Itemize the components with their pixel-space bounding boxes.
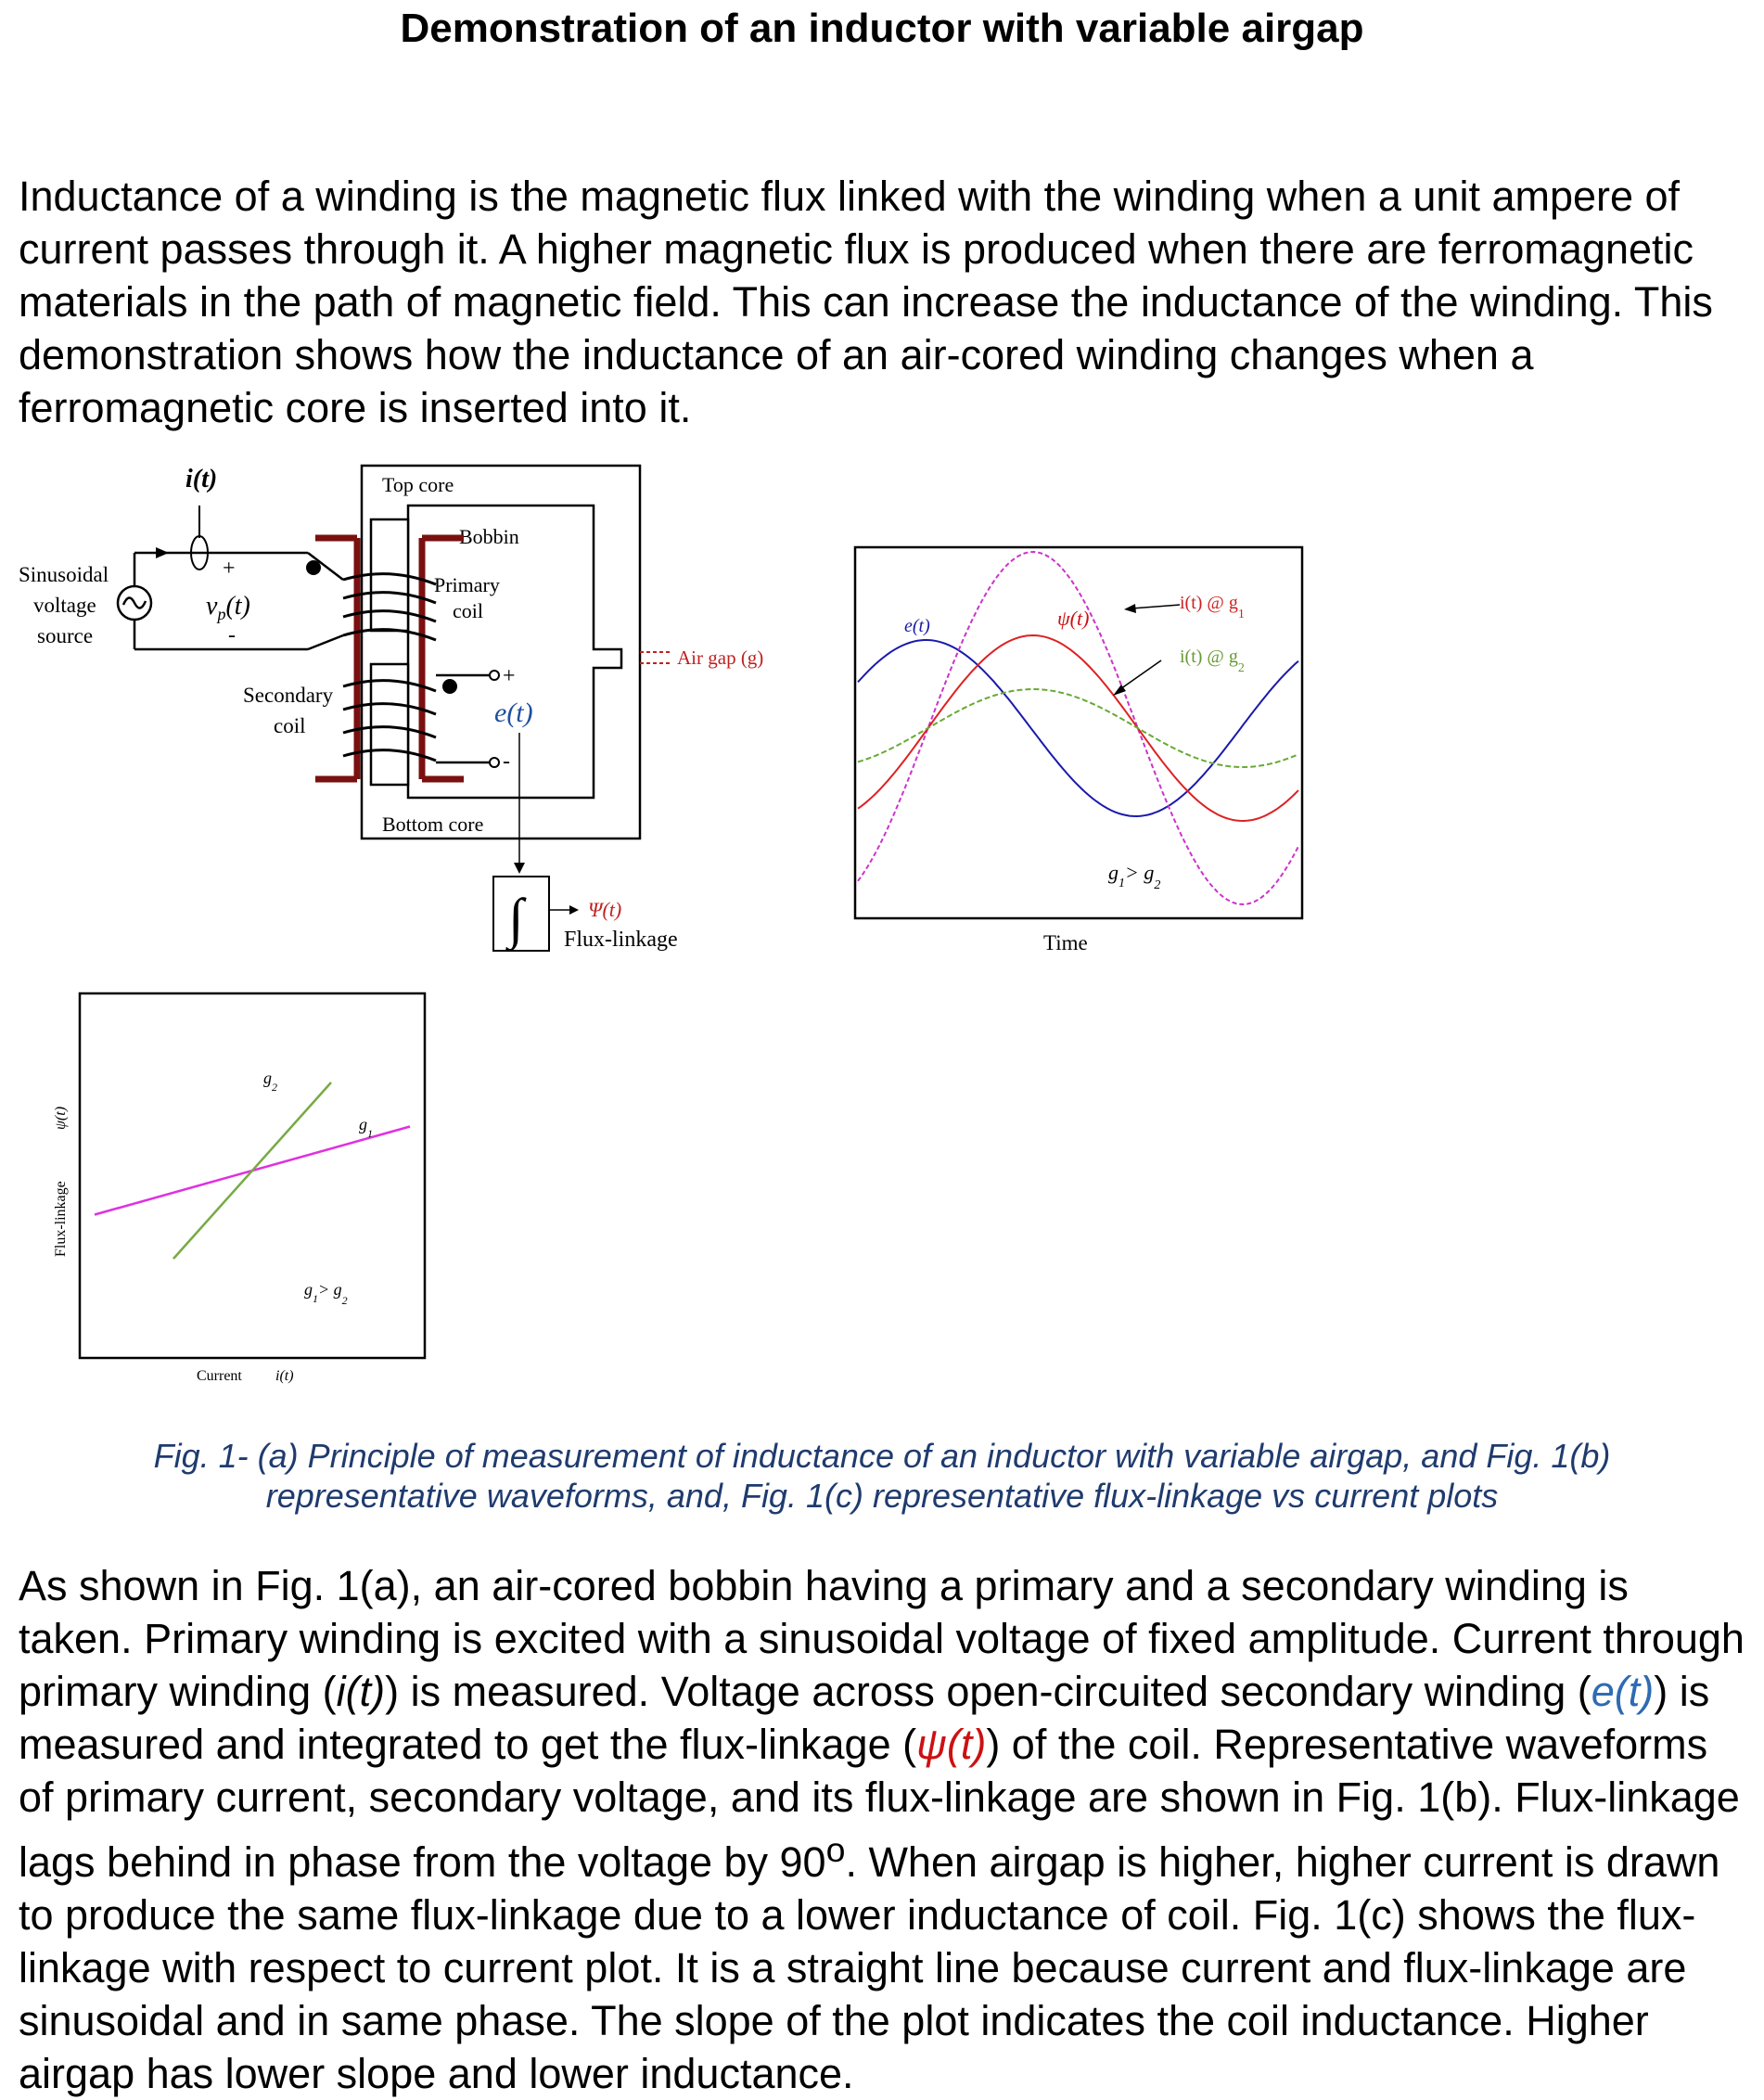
secondary-coil-label-1: Secondary: [243, 684, 334, 707]
psi-output-label: Ψ(t): [588, 898, 622, 921]
wave-ig1-label: i(t) @ $g_1$: [1180, 593, 1245, 621]
source-label-2: voltage: [33, 594, 96, 617]
source-label-1: Sinusoidal: [19, 563, 109, 586]
bottom-core-label: Bottom core: [382, 813, 484, 836]
current-arrow-icon: [156, 547, 169, 558]
time-axis-label: Time: [1043, 931, 1088, 954]
xlabel-current: Current: [197, 1368, 242, 1384]
page-title: Demonstration of an inductor with variable airgap: [400, 6, 1364, 51]
gap-condition-label: $g_1> g_2$: [1108, 861, 1161, 892]
secondary-coil-label-2: coil: [274, 714, 306, 737]
air-gap-label: Air gap (g): [677, 647, 764, 669]
label-g1: $g_1$: [359, 1115, 373, 1140]
vp-plus: +: [223, 557, 236, 581]
core-window: [408, 506, 621, 798]
bobbin-label: Bobbin: [459, 525, 519, 548]
ylabel-flux: Flux-linkage: [53, 1181, 69, 1257]
ylabel-symbol: ψ(t): [53, 1106, 69, 1130]
gap-condition-c: $g_1> g_2$: [304, 1280, 348, 1307]
wave-e-label: e(t): [904, 616, 930, 636]
caption-line-1: Fig. 1- (a) Principle of measurement of inductance of an inductor with variable airgap, and Fig. 1(b): [153, 1437, 1611, 1475]
plot-frame: [80, 993, 425, 1358]
intro-paragraph: Inductance of a winding is the magnetic flux linked with the winding when a unit ampere of current passes through it. A higher magnetic flux is produced when there are ferromagnetic materials in the path of magnetic field. This can increase the inductance of the winding. This demonstration shows how the inductance of an air-cored winding changes when a ferromagnetic core is inserted into it.: [19, 173, 1713, 431]
figure-1b-waveforms: [835, 529, 1317, 965]
degree-symbol: o: [825, 1830, 846, 1869]
i-symbol: i(t): [336, 1668, 386, 1715]
it-label: i(t): [185, 465, 218, 493]
vp-minus: -: [228, 623, 236, 647]
figure-caption: [0, 1436, 1764, 1516]
primary-coil-label-2: coil: [453, 599, 483, 622]
psi-symbol: ψ(t): [916, 1721, 987, 1768]
et-minus: -: [503, 749, 510, 774]
body-paragraph: As shown in Fig. 1(a), an air-cored bobbin having a primary and a secondary winding is taken. Primary winding is excited with a sinusoidal voltage of fixed amplitude. Current through primary winding (i(t)) is measured. Voltage across open-circuited secondary winding (e(t)) is measured and integrated to get the flux-linkage (ψ(t)) of the coil. Representative waveforms of primary current, secondary voltage, and its flux-linkage are shown in Fig. 1(b). Flux-linkage lags behind in phase from the voltage by 90$^o$. When airgap is higher, higher current is drawn to produce the same flux-linkage due to a lower inductance of coil. Fig. 1(c) shows the flux-linkage with respect to current plot. It is a straight line because current and flux-linkage are sinusoidal and in same phase. The slope of the plot indicates the coil inductance. Higher airgap has lower slope and lower inductance.: [19, 1562, 1745, 2097]
wave-psi-label: ψ(t): [1057, 607, 1090, 630]
e-symbol: e(t): [1591, 1668, 1655, 1715]
figure-1a-circuit: [0, 455, 798, 974]
wave-ig2-label: i(t) @ $g_2$: [1180, 647, 1245, 675]
et-plus: +: [503, 664, 516, 688]
source-label-3: source: [37, 624, 94, 647]
primary-coil-label-1: Primary: [434, 573, 500, 596]
flux-linkage-output-label: Flux-linkage: [564, 928, 678, 952]
figure-1c-flux-current: [28, 983, 492, 1410]
et-label: e(t): [494, 698, 533, 728]
caption-line-2: representative waveforms, and, Fig. 1(c) representative flux-linkage vs current plots: [265, 1477, 1499, 1515]
label-g2: $g_2$: [263, 1069, 277, 1094]
integral-sign: ∫: [508, 888, 524, 949]
source-wires: [134, 553, 308, 649]
vp-label: $v_p(t)$: [206, 592, 250, 623]
polarity-dot-secondary: [442, 679, 457, 694]
top-core-label: Top core: [382, 473, 454, 496]
xlabel-symbol: i(t): [275, 1368, 294, 1384]
